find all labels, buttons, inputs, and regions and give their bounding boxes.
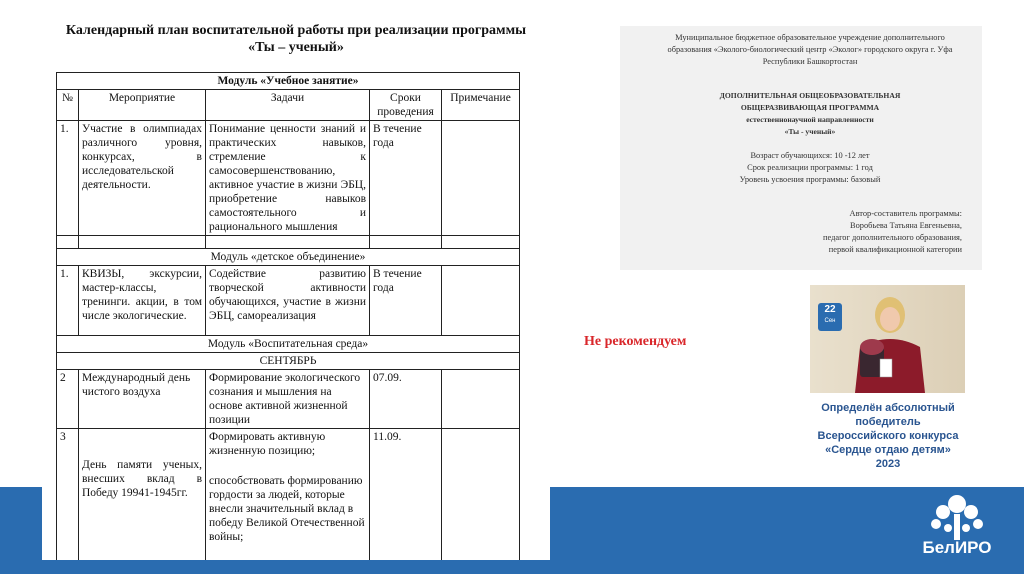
cover-author-label: Автор-составитель программы: [849, 209, 962, 218]
tree-icon [902, 492, 1012, 542]
cover-author-category: первой квалификационной категории [828, 245, 962, 254]
cell-note [442, 121, 520, 236]
caption-line: Определён абсолютный [821, 402, 955, 414]
date-badge-day: 22 [824, 304, 836, 315]
cell-event-text: День памяти ученых, внесших вклад в Победу 19941-1945гг. [82, 459, 202, 499]
cover-org-line: образования «Эколого-биологический центр «Эколог» городского округа г. Уфа [667, 45, 953, 54]
header-num: № [57, 90, 79, 121]
cover-prog-line: «Ты - ученый» [784, 127, 836, 136]
cell-event: Участие в олимпиадах различного уровня, конкурсах, в исследовательской деятельности. [79, 121, 206, 236]
month-label: СЕНТЯБРЬ [57, 353, 520, 370]
cover-organization [650, 32, 970, 68]
plan-document [42, 12, 550, 560]
table-row [57, 266, 520, 336]
cover-level: Уровень усвоения программы: базовый [739, 175, 881, 184]
cell-terms: 07.09. [370, 370, 442, 429]
cell-event: Международный день чистого воздуха [79, 370, 206, 429]
table-row [57, 121, 520, 236]
cover-author-position: педагог дополнительного образования, [823, 233, 962, 242]
cell-note [442, 429, 520, 561]
date-badge-month: Сен [824, 318, 836, 324]
header-tasks: Задачи [206, 90, 370, 121]
plan-title [42, 22, 550, 56]
cover-program-title [650, 90, 970, 138]
cover-prog-line: естественнонаучной направленности [746, 115, 874, 124]
module-row [57, 73, 520, 90]
header-event: Мероприятие [79, 90, 206, 121]
cell-tasks: Понимание ценности знаний и практических навыков, стремление к самосовершенствованию, активное участие в жизни ЭБЦ, приобретение навыков самостоятельного и рационального мышления [206, 121, 370, 236]
cell-terms: 11.09. [370, 429, 442, 561]
module-label: Модуль «детское объединение» [57, 249, 520, 266]
cell-terms: В течение года [370, 121, 442, 236]
cover-org-line: Республики Башкортостан [762, 57, 858, 66]
cell-event [79, 429, 206, 561]
cover-prog-line: ДОПОЛНИТЕЛЬНАЯ ОБЩЕОБРАЗОВАТЕЛЬНАЯ [719, 91, 901, 100]
header-terms: Сроки проведения [370, 90, 442, 121]
cell-num: 1. [57, 121, 79, 236]
cover-term: Срок реализации программы: 1 год [747, 163, 873, 172]
cell-num: 2 [57, 370, 79, 429]
cover-meta [650, 150, 970, 186]
date-badge [818, 303, 842, 331]
cell-tasks-p1: Формировать активную жизненную позицию; [209, 431, 326, 457]
module-row [57, 336, 520, 353]
month-row [57, 353, 520, 370]
plan-title-line2: «Ты – ученый» [248, 40, 344, 55]
cover-org-line: Муниципальное бюджетное образовательное учреждение дополнительного [675, 33, 945, 42]
winner-photo [810, 285, 965, 393]
winner-caption [808, 401, 968, 471]
cover-age: Возраст обучающихся: 10 -12 лет [750, 151, 870, 160]
table-row [57, 370, 520, 429]
caption-line: Всероссийского конкурса [817, 430, 959, 442]
not-recommended-label: Не рекомендуем [584, 334, 687, 349]
table-header-row [57, 90, 520, 121]
caption-line: «Сердце отдаю детям» [825, 444, 951, 456]
cell-note [442, 266, 520, 336]
plan-table [56, 72, 520, 560]
plan-title-line1: Календарный план воспитательной работы при реализации программы [65, 23, 527, 38]
cell-tasks: Содействие развитию творческой активности обучающихся, участие в жизни ЭБЦ, самореализация [206, 266, 370, 336]
module-row [57, 249, 520, 266]
cell-note [442, 370, 520, 429]
cell-event: КВИЗЫ, экскурсии, мастер-классы, тренинги. акции, в том числе экологические. [79, 266, 206, 336]
person-illustration [810, 285, 965, 393]
cell-tasks: Формирование экологического сознания и мышления на основе активной жизненной позиции [206, 370, 370, 429]
logo-text: БелИРО [922, 538, 992, 557]
cell-terms: В течение года [370, 266, 442, 336]
cover-author-name: Воробьева Татьяна Евгеньевна, [849, 221, 962, 230]
cell-tasks-p2: способствовать формированию гордости за людей, которые внесли значительный вклад в победу Великой Отечественной войны; [209, 475, 365, 543]
cell-tasks [206, 429, 370, 561]
cover-author [650, 208, 962, 256]
cover-prog-line: ОБЩЕРАЗВИВАЮЩАЯ ПРОГРАММА [740, 103, 880, 112]
cell-num: 1. [57, 266, 79, 336]
program-cover [620, 26, 982, 270]
beliro-logo [902, 492, 1012, 570]
header-note: Примечание [442, 90, 520, 121]
cell-num: 3 [57, 429, 79, 561]
caption-line: победитель [855, 416, 921, 428]
table-row [57, 429, 520, 561]
table-row-empty [57, 236, 520, 249]
module-label: Модуль «Учебное занятие» [57, 73, 520, 90]
caption-line: 2023 [875, 458, 901, 470]
module-label: Модуль «Воспитательная среда» [57, 336, 520, 353]
